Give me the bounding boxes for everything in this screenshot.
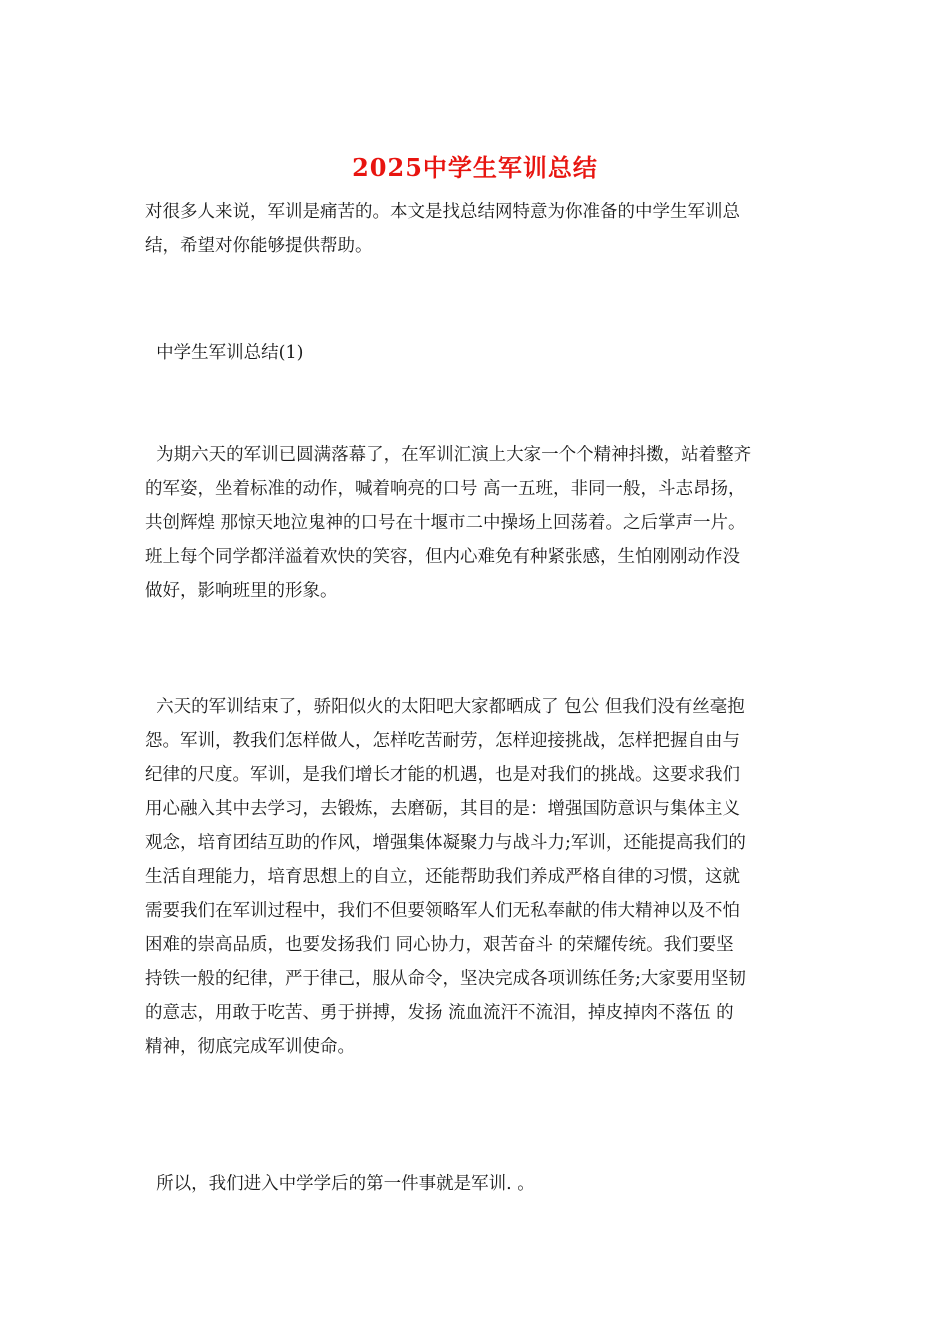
text-line: 结，希望对你能够提供帮助。	[145, 236, 373, 256]
text-line: 对很多人来说，军训是痛苦的。本文是找总结网特意为你准备的中学生军训总	[145, 202, 740, 222]
text-line: 困难的崇高品质，也要发扬我们 同心协力，艰苦奋斗 的荣耀传统。我们要坚	[145, 935, 734, 955]
text-line: 用心融入其中去学习，去锻炼，去磨砺，其目的是：增强国防意识与集体主义	[145, 799, 740, 819]
body-paragraph-1	[145, 438, 805, 608]
intro-paragraph	[145, 195, 805, 263]
document-title: 2025中学生军训总结	[352, 153, 598, 182]
body-paragraph-2	[145, 690, 805, 1064]
text-line: 生活自理能力，培育思想上的自立，还能帮助我们养成严格自律的习惯，这就	[145, 867, 740, 887]
section-heading-text: 中学生军训总结(1)	[145, 343, 304, 363]
text-line: 持铁一般的纪律，严于律己，服从命令，坚决完成各项训练任务;大家要用坚韧	[145, 969, 746, 989]
text-line: 做好，影响班里的形象。	[145, 581, 338, 601]
text-line: 共创辉煌 那惊天地泣鬼神的口号在十堰市二中操场上回荡着。之后掌声一片。	[145, 513, 746, 533]
text-line: 纪律的尺度。军训，是我们增长才能的机遇，也是对我们的挑战。这要求我们	[145, 765, 740, 785]
text-line: 观念，培育团结互助的作风，增强集体凝聚力与战斗力;军训，还能提高我们的	[145, 833, 746, 853]
text-line: 班上每个同学都洋溢着欢快的笑容，但内心难免有种紧张感，生怕刚刚动作没	[145, 547, 740, 567]
text-line: 的军姿，坐着标准的动作，喊着响亮的口号 高一五班，非同一般，斗志昂扬，	[145, 479, 746, 499]
text-line: 所以，我们进入中学学后的第一件事就是军训. 。	[145, 1174, 535, 1194]
text-line: 为期六天的军训已圆满落幕了，在军训汇演上大家一个个精神抖擞，站着整齐	[145, 445, 752, 465]
section-heading	[145, 336, 805, 370]
body-paragraph-3	[145, 1167, 805, 1201]
text-line: 需要我们在军训过程中，我们不但要领略军人们无私奉献的伟大精神以及不怕	[145, 901, 740, 921]
text-line: 怨。军训，教我们怎样做人，怎样吃苦耐劳，怎样迎接挑战，怎样把握自由与	[145, 731, 740, 751]
text-line: 精神，彻底完成军训使命。	[145, 1037, 355, 1057]
text-line: 的意志，用敢于吃苦、勇于拼搏，发扬 流血流汗不流泪，掉皮掉肉不落伍 的	[145, 1003, 734, 1023]
text-line: 六天的军训结束了，骄阳似火的太阳吧大家都晒成了 包公 但我们没有丝毫抱	[145, 697, 745, 717]
